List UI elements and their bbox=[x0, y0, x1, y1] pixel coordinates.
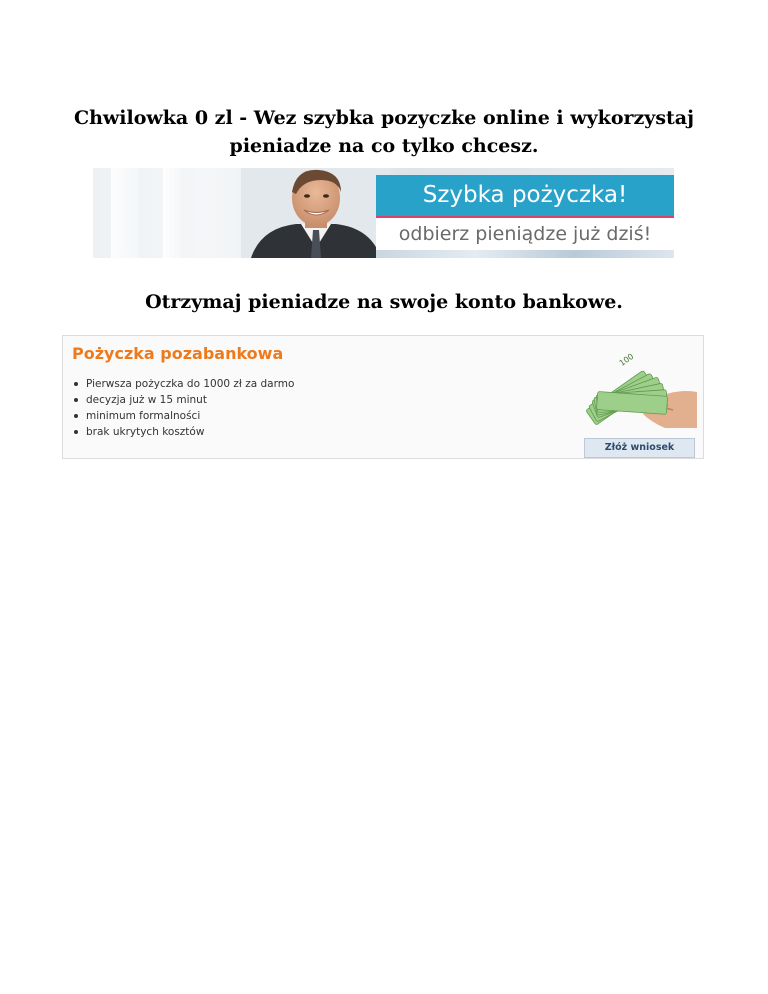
bullet-icon bbox=[74, 398, 78, 402]
background-floor-decoration bbox=[376, 250, 674, 258]
bullet-icon bbox=[74, 430, 78, 434]
banknote-value: 100 bbox=[617, 351, 636, 368]
list-item-text: decyzja już w 15 minut bbox=[86, 394, 207, 406]
smiling-man-photo bbox=[241, 168, 391, 258]
benefits-list bbox=[72, 376, 294, 440]
submit-application-button[interactable]: Złóż wniosek bbox=[584, 438, 695, 458]
list-item-text: Pierwsza pożyczka do 1000 zł za darmo bbox=[86, 378, 295, 390]
page-title: Chwilowka 0 zl - Wez szybka pozyczke online i wykorzystaj pieniadze na co tylko chcesz. bbox=[73, 107, 694, 157]
tagline-box bbox=[376, 218, 674, 250]
banknotes-in-hand-icon bbox=[581, 348, 697, 430]
list-item bbox=[72, 424, 294, 440]
banner-heading: Pożyczka pozabankowa bbox=[72, 344, 284, 363]
banner-tagline: odbierz pieniądze już dziś! bbox=[398, 223, 652, 245]
background-window-decoration bbox=[163, 168, 181, 258]
list-item bbox=[72, 376, 294, 392]
list-item bbox=[72, 392, 294, 408]
bullet-icon bbox=[74, 414, 78, 418]
quick-loan-banner[interactable] bbox=[93, 168, 674, 258]
list-item bbox=[72, 408, 294, 424]
headline-box bbox=[376, 175, 674, 218]
bullet-icon bbox=[74, 382, 78, 386]
background-window-decoration bbox=[111, 168, 139, 258]
non-bank-loan-banner[interactable] bbox=[62, 335, 704, 459]
list-item-text: minimum formalności bbox=[86, 410, 201, 422]
page-subtitle: Otrzymaj pieniadze na swoje konto bankowe. bbox=[145, 291, 623, 313]
banner-headline: Szybka pożyczka! bbox=[422, 182, 628, 208]
list-item-text: brak ukrytych kosztów bbox=[86, 426, 205, 438]
